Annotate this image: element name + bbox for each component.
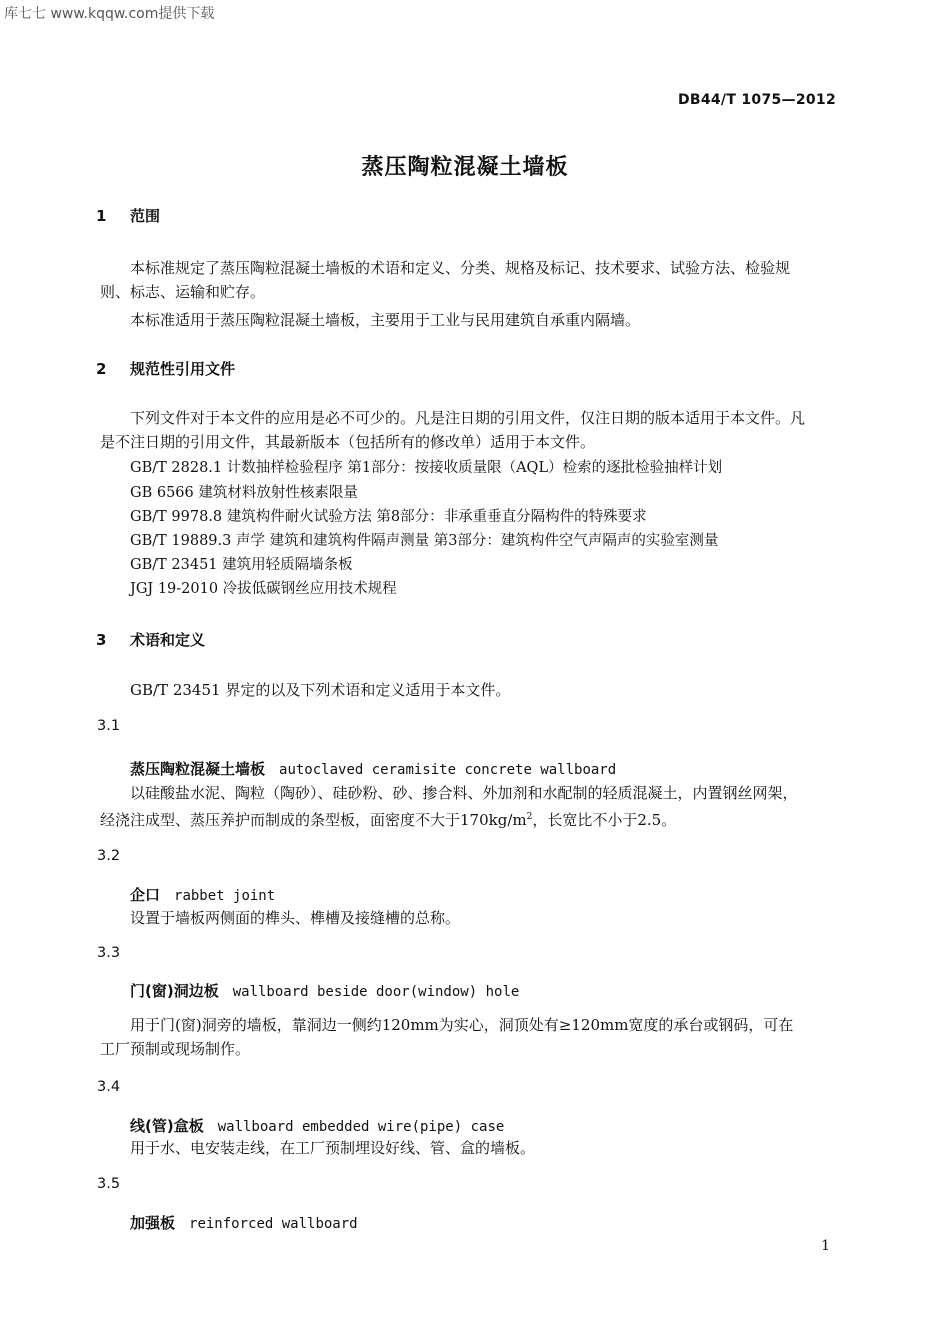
section-title: 术语和定义 (130, 631, 206, 649)
term-definition: 设置于墙板两侧面的榫头、榫槽及接缝槽的总称。 (130, 909, 461, 927)
term-en: rabbet joint (174, 888, 276, 904)
section-title: 规范性引用文件 (130, 360, 236, 378)
term-heading (130, 758, 616, 779)
reference-item: GB/T 9978.8 建筑构件耐火试验方法 第8部分：非承重垂直分隔构件的特殊要求 (130, 509, 647, 525)
term-zh: 门(窗)洞边板 (130, 982, 219, 1000)
term-en: wallboard embedded wire(pipe) case (217, 1119, 505, 1135)
term-en: wallboard beside door(window) hole (232, 984, 520, 1000)
section-title: 范围 (130, 207, 161, 225)
watermark: 库七七 www.kqqw.com提供下载 (4, 6, 215, 22)
reference-item: GB/T 2828.1 计数抽样检验程序 第1部分：按接收质量限（AQL）检索的逐批检验抽样计划 (130, 460, 723, 476)
term-definition: 用于门(窗)洞旁的墙板，靠洞边一侧约120mm为实心，洞顶处有≥120mm宽度的承台或钢码，可在工厂预制或现场制作。 (100, 1016, 794, 1058)
reference-item: GB 6566 建筑材料放射性核素限量 (130, 485, 358, 501)
page-title: 蒸压陶粒混凝土墙板 (361, 155, 569, 180)
term-zh: 蒸压陶粒混凝土墙板 (130, 760, 266, 778)
term-zh: 企口 (130, 886, 161, 904)
section-number: 1 (96, 207, 107, 225)
section-number: 2 (96, 360, 107, 378)
term-definition (100, 781, 808, 832)
paragraph: GB/T 23451 界定的以及下列术语和定义适用于本文件。 (130, 681, 511, 699)
paragraph: 本标准规定了蒸压陶粒混凝土墙板的术语和定义、分类、规格及标记、技术要求、试验方法、检验规则、标志、运输和贮存。 (100, 259, 791, 301)
term-number: 3.2 (97, 848, 121, 864)
standard-code: DB44/T 1075—2012 (677, 92, 836, 108)
reference-item: GB/T 23451 建筑用轻质隔墙条板 (130, 557, 353, 573)
term-number: 3.5 (97, 1176, 121, 1192)
term-number: 3.3 (97, 945, 121, 961)
term-heading (130, 1115, 504, 1136)
term-zh: 加强板 (130, 1214, 176, 1232)
term-en: reinforced wallboard (189, 1216, 358, 1232)
section-number: 3 (96, 631, 107, 649)
definition-text: ，长宽比不小于2.5。 (532, 811, 677, 829)
section-1-heading (96, 205, 160, 226)
page-number: 1 (821, 1238, 830, 1254)
superscript: 2 (526, 812, 533, 822)
term-heading (130, 884, 275, 905)
term-number: 3.4 (97, 1079, 121, 1095)
term-en: autoclaved ceramisite concrete wallboard (279, 762, 617, 778)
term-heading (130, 1212, 358, 1233)
term-heading (130, 980, 519, 1001)
paragraph: 下列文件对于本文件的应用是必不可少的。凡是注日期的引用文件，仅注日期的版本适用于本文件。凡是不注日期的引用文件，其最新版本（包括所有的修改单）适用于本文件。 (100, 409, 806, 451)
term-zh: 线(管)盒板 (130, 1117, 204, 1135)
section-3-heading (96, 629, 205, 650)
paragraph: 本标准适用于蒸压陶粒混凝土墙板，主要用于工业与民用建筑自承重内隔墙。 (130, 311, 641, 329)
reference-item: JGJ 19-2010 冷拔低碳钢丝应用技术规程 (130, 581, 397, 597)
term-definition: 用于水、电安装走线，在工厂预制埋设好线、管、盒的墙板。 (130, 1139, 536, 1157)
section-2-heading (96, 358, 235, 379)
term-number: 3.1 (97, 718, 121, 734)
reference-item: GB/T 19889.3 声学 建筑和建筑构件隔声测量 第3部分：建筑构件空气声隔声的实验室测量 (130, 533, 719, 549)
definition-text: 以硅酸盐水泥、陶粒（陶砂）、硅砂粉、砂、掺合料、外加剂和水配制的轻质混凝土，内置钢丝网架，经浇注成型、蒸压养护而制成的条型板，面密度不大于170kg/m (100, 784, 798, 829)
